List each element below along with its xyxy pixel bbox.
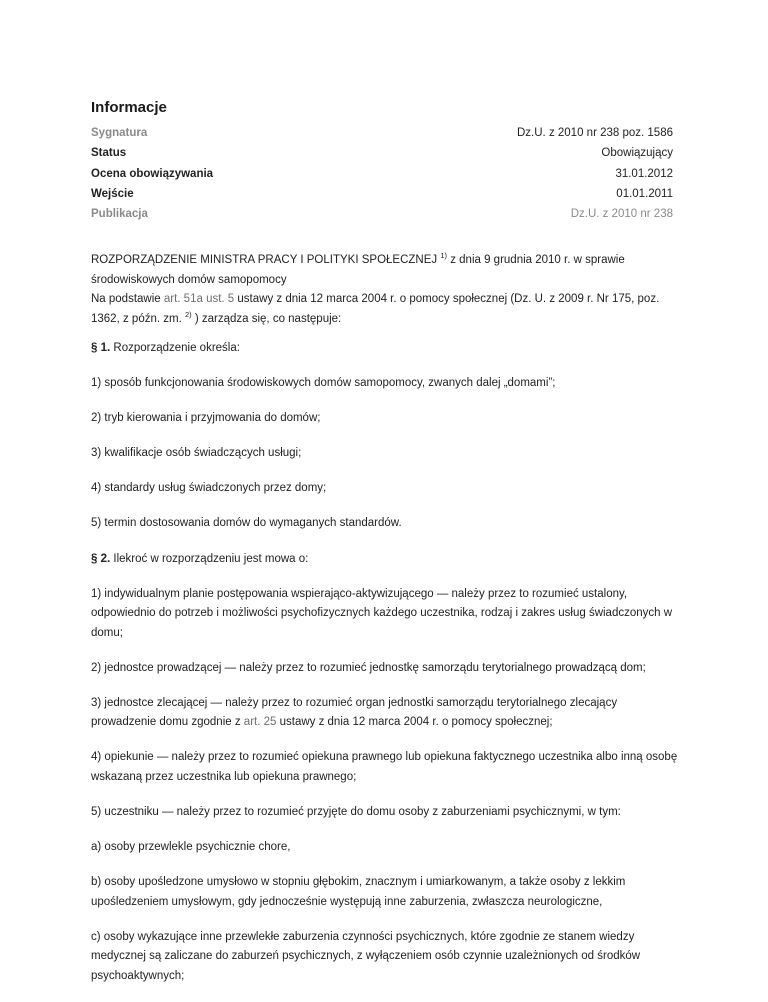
list-item: 5) termin dostosowania domów do wymaganych standardów. (91, 517, 402, 530)
list-subitem: c) osoby wykazujące inne przewlekłe zaburzenia czynności psychicznych, które zgodnie ze stanem wiedzy medycznej są zaliczane do zaburzeń psychicznych, z wyłączeniem osób czynnie uzależnionych od środków psychoaktywnych; (91, 930, 641, 982)
info-key: Sygnatura (91, 127, 148, 139)
info-row-sygnatura (91, 123, 673, 143)
section-text: Rozporządzenie określa: (110, 342, 240, 354)
section-label: § 2. (91, 552, 111, 565)
info-row-status (91, 143, 673, 163)
list-item: 3) kwalifikacje osób świadczących usługi; (91, 447, 302, 460)
info-title: Informacje (91, 99, 167, 116)
list-item: 1) sposób funkcjonowania środowiskowych domów samopomocy, zwanych dalej „domami”; (91, 377, 556, 390)
info-row-publikacja (91, 204, 673, 224)
paragraph-1 (91, 339, 681, 359)
list-item: 1) indywidualnym planie postępowania wspierająco-aktywizującego — należy przez to rozumieć ustalony, odpowiednio do potrzeb i możliwości psychofizycznych każdego uczestnika, rodzaj i zakres usług świadczonych w domu; (91, 587, 673, 639)
heading-rest: z dnia 9 grudnia 2010 r. w sprawie środowiskowych domów samopomocy (91, 254, 625, 286)
info-value: 01.01.2011 (616, 187, 673, 200)
list-item (91, 694, 681, 733)
article-link[interactable]: art. 25 (243, 716, 277, 729)
list-item: 4) standardy usług świadczonych przez domy; (91, 482, 327, 495)
info-value: Dz.U. z 2010 nr 238 poz. 1586 (517, 127, 673, 139)
list-item: 2) jednostce prowadzącej — należy przez to rozumieć jednostkę samorządu terytorialnego prowadzącą dom; (91, 661, 646, 674)
document-body (91, 251, 681, 1002)
info-value[interactable]: Dz.U. z 2010 nr 238 (570, 208, 673, 221)
item-text: 3) jednostce zlecającej — należy przez to rozumieć organ jednostki samorządu terytorialnego zlecający prowadzenie domu zgodnie z (91, 696, 618, 729)
section-label: § 1. (91, 342, 111, 354)
document-heading (91, 251, 681, 329)
section-text: Ilekroć w rozporządzeniu jest mowa o: (110, 552, 309, 565)
basis-text: ) zarządza się, co następuje: (191, 312, 342, 325)
list-item: 4) opiekunie — należy przez to rozumieć opiekuna prawnego lub opiekuna faktycznego uczestnika albo inną osobę wskazaną przez uczestnika lub opiekuna prawnego; (91, 751, 678, 783)
basis-text: ustawy z dnia 12 marca 2004 r. o pomocy społecznej (Dz. U. z 2009 r. Nr 175, poz. 1362, z późn. zm. (91, 293, 660, 325)
heading-title: ROZPORZĄDZENIE MINISTRA PRACY I POLITYKI SPOŁECZNEJ (91, 254, 438, 266)
info-key: Ocena obowiązywania (91, 167, 214, 180)
info-row-ocena (91, 164, 673, 184)
list-subitem: a) osoby przewlekle psychicznie chore, (91, 841, 291, 854)
article-link[interactable]: art. 51a ust. 5 (163, 293, 235, 305)
footnote-ref[interactable]: 2) (184, 309, 192, 319)
info-key: Publikacja (91, 208, 148, 221)
info-key: Wejście (91, 187, 134, 200)
info-row-wejscie (91, 184, 673, 204)
footnote-ref[interactable]: 1) (440, 251, 448, 261)
paragraph-2 (91, 550, 681, 570)
info-value: Obowiązujący (601, 147, 673, 160)
info-value: 31.01.2012 (615, 167, 673, 180)
list-item: 5) uczestniku — należy przez to rozumieć przyjęte do domu osoby z zaburzeniami psychicznymi, w tym: (91, 806, 621, 819)
info-key: Status (91, 147, 127, 160)
basis-text: Na podstawie (91, 293, 164, 305)
info-table (91, 123, 673, 224)
item-text: ustawy z dnia 12 marca 2004 r. o pomocy społecznej; (276, 716, 553, 729)
list-item: 2) tryb kierowania i przyjmowania do domów; (91, 412, 321, 425)
info-section (91, 98, 673, 224)
list-subitem: b) osoby upośledzone umysłowo w stopniu głębokim, znacznym i umiarkowanym, a także osoby z lekkim upośledzeniem umysłowym, gdy jednocześnie występują inne zaburzenia, zwłaszcza neurologiczne, (91, 876, 626, 908)
